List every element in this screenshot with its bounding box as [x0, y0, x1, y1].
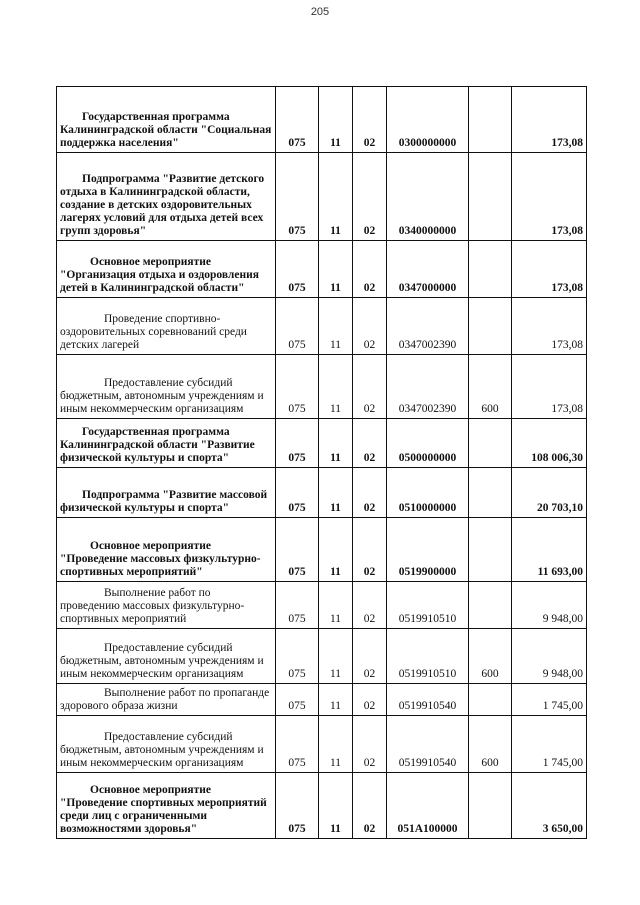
cell-ved-code: 075	[276, 716, 319, 773]
cell-amount: 108 006,30	[512, 419, 587, 468]
item-name-text: Предоставление субсидий бюджетным, автономным учреждениям и иным некоммерческим организациям	[60, 377, 264, 415]
item-name-text: Государственная программа Калининградской области "Социальная поддержка населения"	[60, 111, 272, 149]
cell-item-name	[57, 582, 276, 629]
cell-subsection-code: 02	[353, 468, 387, 518]
cell-amount: 1 745,00	[512, 684, 587, 716]
cell-expense-type-code	[469, 87, 512, 153]
cell-item-name	[57, 716, 276, 773]
cell-subsection-code: 02	[353, 629, 387, 684]
cell-expense-type-code: 600	[469, 629, 512, 684]
item-name-text: Предоставление субсидий бюджетным, автономным учреждениям и иным некоммерческим организациям	[60, 731, 264, 769]
cell-expense-type-code	[469, 773, 512, 839]
cell-section-code: 11	[319, 684, 353, 716]
cell-target-article-code: 0519910540	[387, 684, 469, 716]
cell-expense-type-code	[469, 419, 512, 468]
cell-ved-code: 075	[276, 629, 319, 684]
page-number: 205	[310, 6, 330, 18]
cell-ved-code: 075	[276, 468, 319, 518]
cell-item-name	[57, 241, 276, 298]
cell-amount: 173,08	[512, 241, 587, 298]
table-row	[57, 716, 587, 773]
budget-table	[56, 86, 587, 839]
cell-item-name	[57, 684, 276, 716]
cell-ved-code: 075	[276, 518, 319, 582]
cell-section-code: 11	[319, 716, 353, 773]
cell-expense-type-code	[469, 684, 512, 716]
cell-ved-code: 075	[276, 582, 319, 629]
cell-subsection-code: 02	[353, 419, 387, 468]
cell-expense-type-code: 600	[469, 716, 512, 773]
cell-ved-code: 075	[276, 241, 319, 298]
cell-subsection-code: 02	[353, 355, 387, 419]
cell-subsection-code: 02	[353, 773, 387, 839]
cell-ved-code: 075	[276, 298, 319, 355]
item-name-text: Основное мероприятие "Организация отдыха и оздоровления детей в Калининградской области"	[60, 256, 259, 294]
cell-section-code: 11	[319, 419, 353, 468]
table-row	[57, 468, 587, 518]
cell-amount: 11 693,00	[512, 518, 587, 582]
cell-ved-code: 075	[276, 419, 319, 468]
cell-target-article-code: 0510000000	[387, 468, 469, 518]
cell-section-code: 11	[319, 773, 353, 839]
cell-expense-type-code	[469, 241, 512, 298]
cell-target-article-code: 0340000000	[387, 153, 469, 241]
table-row	[57, 518, 587, 582]
cell-expense-type-code	[469, 153, 512, 241]
cell-ved-code: 075	[276, 87, 319, 153]
cell-target-article-code: 0519910510	[387, 582, 469, 629]
item-name-text: Выполнение работ по пропаганде здорового образа жизни	[60, 687, 270, 712]
cell-subsection-code: 02	[353, 716, 387, 773]
cell-target-article-code: 0347000000	[387, 241, 469, 298]
item-name-text: Подпрограмма "Развитие детского отдыха в Калининградской области, создание в детских оздоровительных лагерях условий для отдыха детей всех групп здоровья"	[60, 173, 265, 237]
cell-expense-type-code	[469, 298, 512, 355]
cell-section-code: 11	[319, 629, 353, 684]
cell-expense-type-code	[469, 518, 512, 582]
table-row	[57, 298, 587, 355]
item-name-text: Проведение спортивно-оздоровительных соревнований среди детских лагерей	[60, 313, 247, 351]
cell-item-name	[57, 468, 276, 518]
cell-ved-code: 075	[276, 773, 319, 839]
cell-section-code: 11	[319, 582, 353, 629]
cell-item-name	[57, 629, 276, 684]
cell-item-name	[57, 419, 276, 468]
item-name-text: Основное мероприятие "Проведение спортивных мероприятий среди лиц с ограниченными возможностями здоровья"	[60, 784, 267, 835]
cell-item-name	[57, 355, 276, 419]
cell-amount: 173,08	[512, 87, 587, 153]
cell-target-article-code: 0519910510	[387, 629, 469, 684]
cell-section-code: 11	[319, 518, 353, 582]
cell-amount: 20 703,10	[512, 468, 587, 518]
cell-subsection-code: 02	[353, 153, 387, 241]
cell-target-article-code: 0347002390	[387, 355, 469, 419]
cell-expense-type-code: 600	[469, 355, 512, 419]
cell-target-article-code: 051А100000	[387, 773, 469, 839]
cell-subsection-code: 02	[353, 518, 387, 582]
cell-subsection-code: 02	[353, 582, 387, 629]
cell-amount: 173,08	[512, 153, 587, 241]
cell-section-code: 11	[319, 153, 353, 241]
cell-item-name	[57, 298, 276, 355]
table-row	[57, 582, 587, 629]
item-name-text: Подпрограмма "Развитие массовой физической культуры и спорта"	[60, 489, 268, 514]
cell-target-article-code: 0500000000	[387, 419, 469, 468]
cell-subsection-code: 02	[353, 241, 387, 298]
cell-subsection-code: 02	[353, 298, 387, 355]
cell-target-article-code: 0519910540	[387, 716, 469, 773]
cell-subsection-code: 02	[353, 684, 387, 716]
cell-amount: 9 948,00	[512, 629, 587, 684]
cell-ved-code: 075	[276, 153, 319, 241]
item-name-text: Выполнение работ по проведению массовых физкультурно-спортивных мероприятий	[60, 587, 245, 625]
cell-expense-type-code	[469, 582, 512, 629]
table-row	[57, 684, 587, 716]
table-row	[57, 241, 587, 298]
cell-section-code: 11	[319, 87, 353, 153]
cell-ved-code: 075	[276, 355, 319, 419]
cell-amount: 173,08	[512, 355, 587, 419]
cell-subsection-code: 02	[353, 87, 387, 153]
table-row	[57, 153, 587, 241]
table-row	[57, 773, 587, 839]
cell-section-code: 11	[319, 355, 353, 419]
cell-item-name	[57, 153, 276, 241]
cell-amount: 173,08	[512, 298, 587, 355]
item-name-text: Предоставление субсидий бюджетным, автономным учреждениям и иным некоммерческим организациям	[60, 642, 264, 680]
table-row	[57, 419, 587, 468]
cell-expense-type-code	[469, 468, 512, 518]
cell-item-name	[57, 518, 276, 582]
cell-amount: 9 948,00	[512, 582, 587, 629]
cell-section-code: 11	[319, 468, 353, 518]
cell-section-code: 11	[319, 298, 353, 355]
cell-target-article-code: 0347002390	[387, 298, 469, 355]
item-name-text: Основное мероприятие "Проведение массовых физкультурно-спортивных мероприятий"	[60, 540, 261, 578]
cell-section-code: 11	[319, 241, 353, 298]
cell-amount: 3 650,00	[512, 773, 587, 839]
cell-amount: 1 745,00	[512, 716, 587, 773]
cell-ved-code: 075	[276, 684, 319, 716]
table-row	[57, 87, 587, 153]
item-name-text: Государственная программа Калининградской области "Развитие физической культуры и спорта"	[60, 426, 255, 464]
table-row	[57, 629, 587, 684]
cell-target-article-code: 0300000000	[387, 87, 469, 153]
cell-item-name	[57, 87, 276, 153]
cell-item-name	[57, 773, 276, 839]
cell-target-article-code: 0519900000	[387, 518, 469, 582]
table-row	[57, 355, 587, 419]
